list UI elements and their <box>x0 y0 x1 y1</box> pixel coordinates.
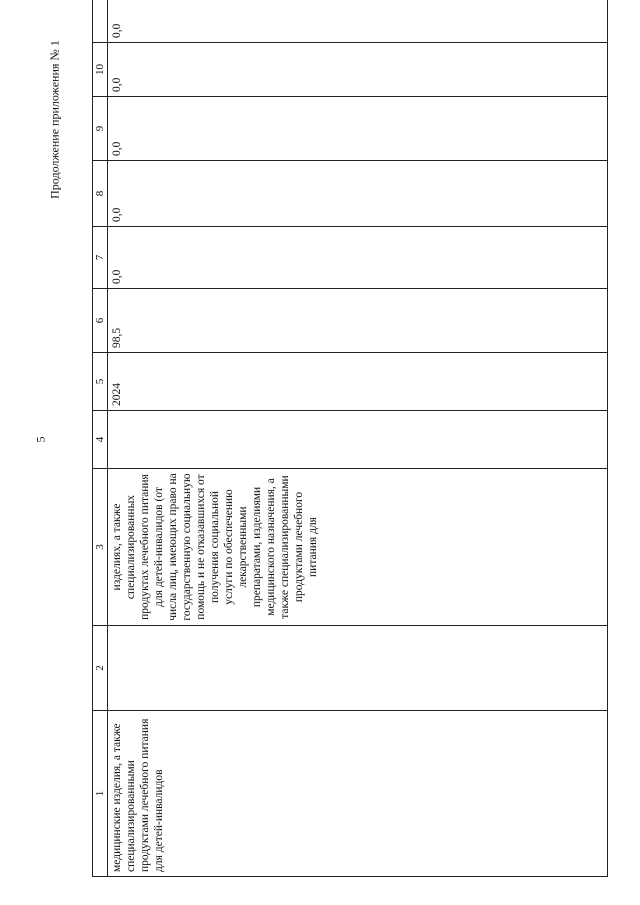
cell-year: 2024 <box>108 353 608 411</box>
header-cell: 10 <box>93 43 108 97</box>
cell-col9: 0,0 <box>108 97 608 161</box>
appendix-caption: Продолжение приложения № 1 <box>47 40 62 199</box>
cell-indicator-description: изделиях, а также специализированных продуктах лечебного питания для детей-инвалидов (от числа лиц, имеющих право на государственную социальную помощь и не отказавшихся от получения социальной услуги по обеспечению лекарственными препаратами, изделиями медицинского назначения, а также специализированными продуктами лечебного питания для <box>108 469 608 626</box>
page-number: 5 <box>33 436 48 443</box>
cell-col10: 0,0 <box>108 43 608 97</box>
header-cell: 2 <box>93 626 108 711</box>
data-table <box>92 0 608 877</box>
cell-col2 <box>108 626 608 711</box>
cell-col6: 98,5 <box>108 289 608 353</box>
header-cell: 4 <box>93 411 108 469</box>
header-cell <box>93 0 108 43</box>
header-cell: 7 <box>93 227 108 289</box>
data-table-rotated <box>92 25 608 877</box>
header-row <box>93 0 108 877</box>
cell-col11: 0,0 <box>108 0 608 43</box>
cell-indicator-name: медицинские изделия, а также специализированными продуктами лечебного питания для детей-инвалидов <box>108 711 608 877</box>
header-cell: 9 <box>93 97 108 161</box>
header-cell: 8 <box>93 161 108 227</box>
header-cell: 3 <box>93 469 108 626</box>
header-cell: 5 <box>93 353 108 411</box>
header-cell: 1 <box>93 711 108 877</box>
table-row <box>108 0 608 877</box>
cell-col7: 0,0 <box>108 227 608 289</box>
cell-col4 <box>108 411 608 469</box>
cell-col8: 0,0 <box>108 161 608 227</box>
header-cell: 6 <box>93 289 108 353</box>
